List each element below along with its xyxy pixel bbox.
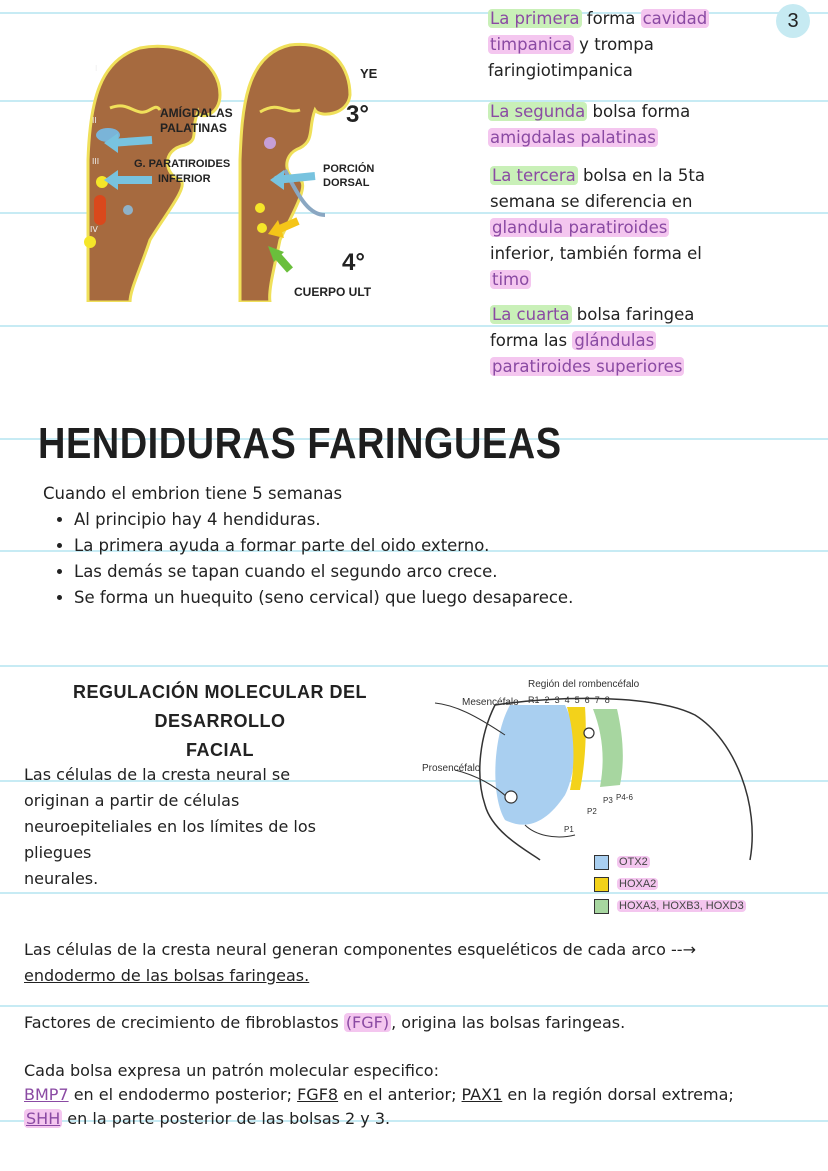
figure-numeral: IV	[90, 225, 98, 234]
pouch-item-2-line2: amigdalas palatinas	[490, 128, 656, 147]
figure-label: 4°	[342, 249, 365, 276]
pharyngeal-pouches-figure	[70, 40, 470, 302]
section-title-2: REGULACIÓN MOLECULAR DEL DESARROLLO FACIAL	[73, 682, 367, 760]
pouch-item-4-line3: paratiroides superiores	[492, 357, 683, 376]
figure2-label: P2	[587, 807, 597, 816]
figure-numeral: II	[92, 116, 97, 125]
pouch-item-1-line2: timpanica y trompa	[490, 35, 654, 54]
gene-shh: SHH	[26, 1109, 61, 1128]
pouch-item-4-line1: La cuarta bolsa faringea	[492, 305, 695, 324]
figure-numeral: I	[95, 64, 98, 73]
section-intro: Cuando el embrion tiene 5 semanas	[43, 484, 343, 503]
figure-label: AMÍGDALAS	[160, 106, 233, 120]
gene-line-1: BMP7 en el endodermo posterior; FGF8 en el anterior; PAX1 en la región dorsal extrema;	[24, 1085, 734, 1104]
pouch-item-1-line3: faringiotimpanica	[488, 61, 633, 80]
section-title: HENDIDURAS FARINGUEAS	[38, 420, 562, 469]
otx2-region	[495, 705, 574, 825]
gene-bmp7: BMP7	[24, 1085, 69, 1104]
figure-label: G. PARATIROIDES	[134, 158, 231, 170]
gene-pax1: PAX1	[461, 1085, 503, 1104]
figure-label: DORSAL	[323, 177, 370, 189]
list-item: • La primera ayuda a formar parte del oido externo.	[74, 533, 573, 559]
pouch-item-3-line1: La tercera bolsa en la 5ta	[492, 166, 705, 185]
bullet-list	[52, 507, 573, 611]
list-item: • Se forma un huequito (seno cervical) que luego desaparece.	[74, 585, 573, 611]
neural-crest-paragraph: Las células de la cresta neural se originan a partir de células neuroepiteliales en los límites de los pliegues neurales.	[24, 765, 316, 888]
gene-fgf8: FGF8	[297, 1085, 339, 1104]
pouch-item-4-line2: forma las glándulas	[490, 331, 655, 350]
figure-label: PORCIÓN	[323, 163, 375, 175]
gene-line-2: SHH en la parte posterior de las bolsas 2 y 3.	[26, 1109, 391, 1128]
list-item: • Las demás se tapan cuando el segundo arco crece.	[74, 559, 573, 585]
page-number: 3	[776, 4, 810, 38]
figure-label: PALATINAS	[160, 121, 227, 135]
figure2-label: Mesencéfalo	[462, 697, 519, 708]
figure2-label: P4-6	[616, 793, 633, 802]
skeletal-paragraph: Las células de la cresta neural generan componentes esqueléticos de cada arco --→ endodermo de las bolsas faringeas.	[24, 940, 696, 985]
figure-label: INFERIOR	[158, 173, 211, 185]
pouch-item-3-line5: timo	[492, 270, 530, 289]
pattern-paragraph: Cada bolsa expresa un patrón molecular especifico:	[24, 1061, 439, 1080]
pouch-item-3-line2: semana se diferencia en	[490, 192, 693, 211]
hox3-region	[593, 709, 623, 787]
legend-item: HOXA3, HOXB3, HOXD3	[594, 899, 746, 914]
pouch-item-2-line1: La segunda bolsa forma	[490, 102, 691, 121]
page-rule	[0, 1005, 828, 1007]
fgf-paragraph: Factores de crecimiento de fibroblastos (FGF) , origina las bolsas faringeas.	[24, 1013, 626, 1032]
pouch-item-1-line1: La primera forma cavidad	[490, 9, 708, 28]
figure2-label: Prosencéfalo	[422, 763, 481, 774]
page-rule	[0, 892, 828, 894]
legend-item: HOXA2	[594, 877, 658, 892]
rhombomere-labels: R1 2 3 4 5 6 7 8	[528, 695, 610, 705]
figure2-title: Región del rombencéfalo	[528, 679, 640, 690]
figure2-label: P3	[603, 796, 613, 805]
pouch-item-3-line3: glandula paratiroides	[492, 218, 668, 237]
figure-label: YE	[360, 66, 378, 81]
figure-label: 3°	[346, 101, 369, 128]
figure2-label: P1	[564, 825, 574, 834]
figure-label: CUERPO ULT	[294, 285, 372, 299]
figure-numeral: III	[92, 157, 100, 166]
pouch-item-3-line4: inferior, también forma el	[490, 244, 702, 263]
legend-item: OTX2	[594, 855, 650, 870]
page-rule	[0, 325, 828, 327]
list-item: • Al principio hay 4 hendiduras.	[74, 507, 573, 533]
page-rule	[0, 665, 828, 667]
